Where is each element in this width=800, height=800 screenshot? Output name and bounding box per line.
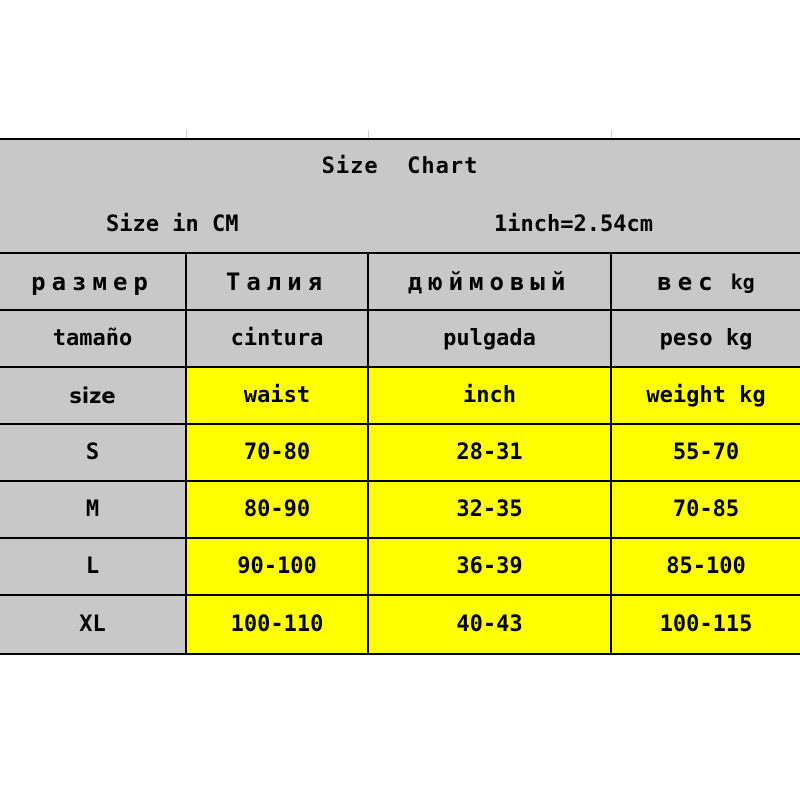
weight-value: 55-70 [612,425,800,480]
size-label: S [0,425,187,480]
waist-value: 80-90 [187,482,369,537]
header-en-weight: weight kg [612,368,800,423]
size-label: L [0,539,187,594]
header-es-waist: cintura [187,311,369,366]
header-ru-weight-label: вес [657,267,719,296]
header-es-weight: peso kg [612,311,800,366]
header-ru-weight-unit: kg [730,269,755,294]
weight-value: 85-100 [612,539,800,594]
size-chart-table [0,138,800,655]
header-ru-inch: дюймовый [369,254,612,309]
title-block [0,140,800,254]
inch-value: 28-31 [369,425,612,480]
header-ru-size: размер [0,254,187,309]
chart-title: Size Chart [321,154,479,179]
header-ru-weight [612,254,800,309]
table-row [0,482,800,539]
header-en-size: size [0,368,187,423]
size-unit-note: Size in CM [106,212,239,237]
table-row [0,596,800,653]
guide-tick [186,130,187,138]
inch-value: 32-35 [369,482,612,537]
guide-tick [368,130,369,138]
header-row-spanish [0,311,800,368]
weight-value: 70-85 [612,482,800,537]
inch-value: 36-39 [369,539,612,594]
header-ru-waist: Талия [187,254,369,309]
inch-conversion-note: 1inch=2.54cm [494,212,653,237]
waist-value: 90-100 [187,539,369,594]
inch-value: 40-43 [369,596,612,653]
size-label: XL [0,596,187,653]
table-row [0,539,800,596]
header-row-english [0,368,800,425]
guide-tick [611,130,612,138]
table-row [0,425,800,482]
header-en-waist: waist [187,368,369,423]
header-es-size: tamaño [0,311,187,366]
header-en-inch: inch [369,368,612,423]
waist-value: 70-80 [187,425,369,480]
size-label: M [0,482,187,537]
header-row-russian [0,254,800,311]
weight-value: 100-115 [612,596,800,653]
header-es-inch: pulgada [369,311,612,366]
waist-value: 100-110 [187,596,369,653]
